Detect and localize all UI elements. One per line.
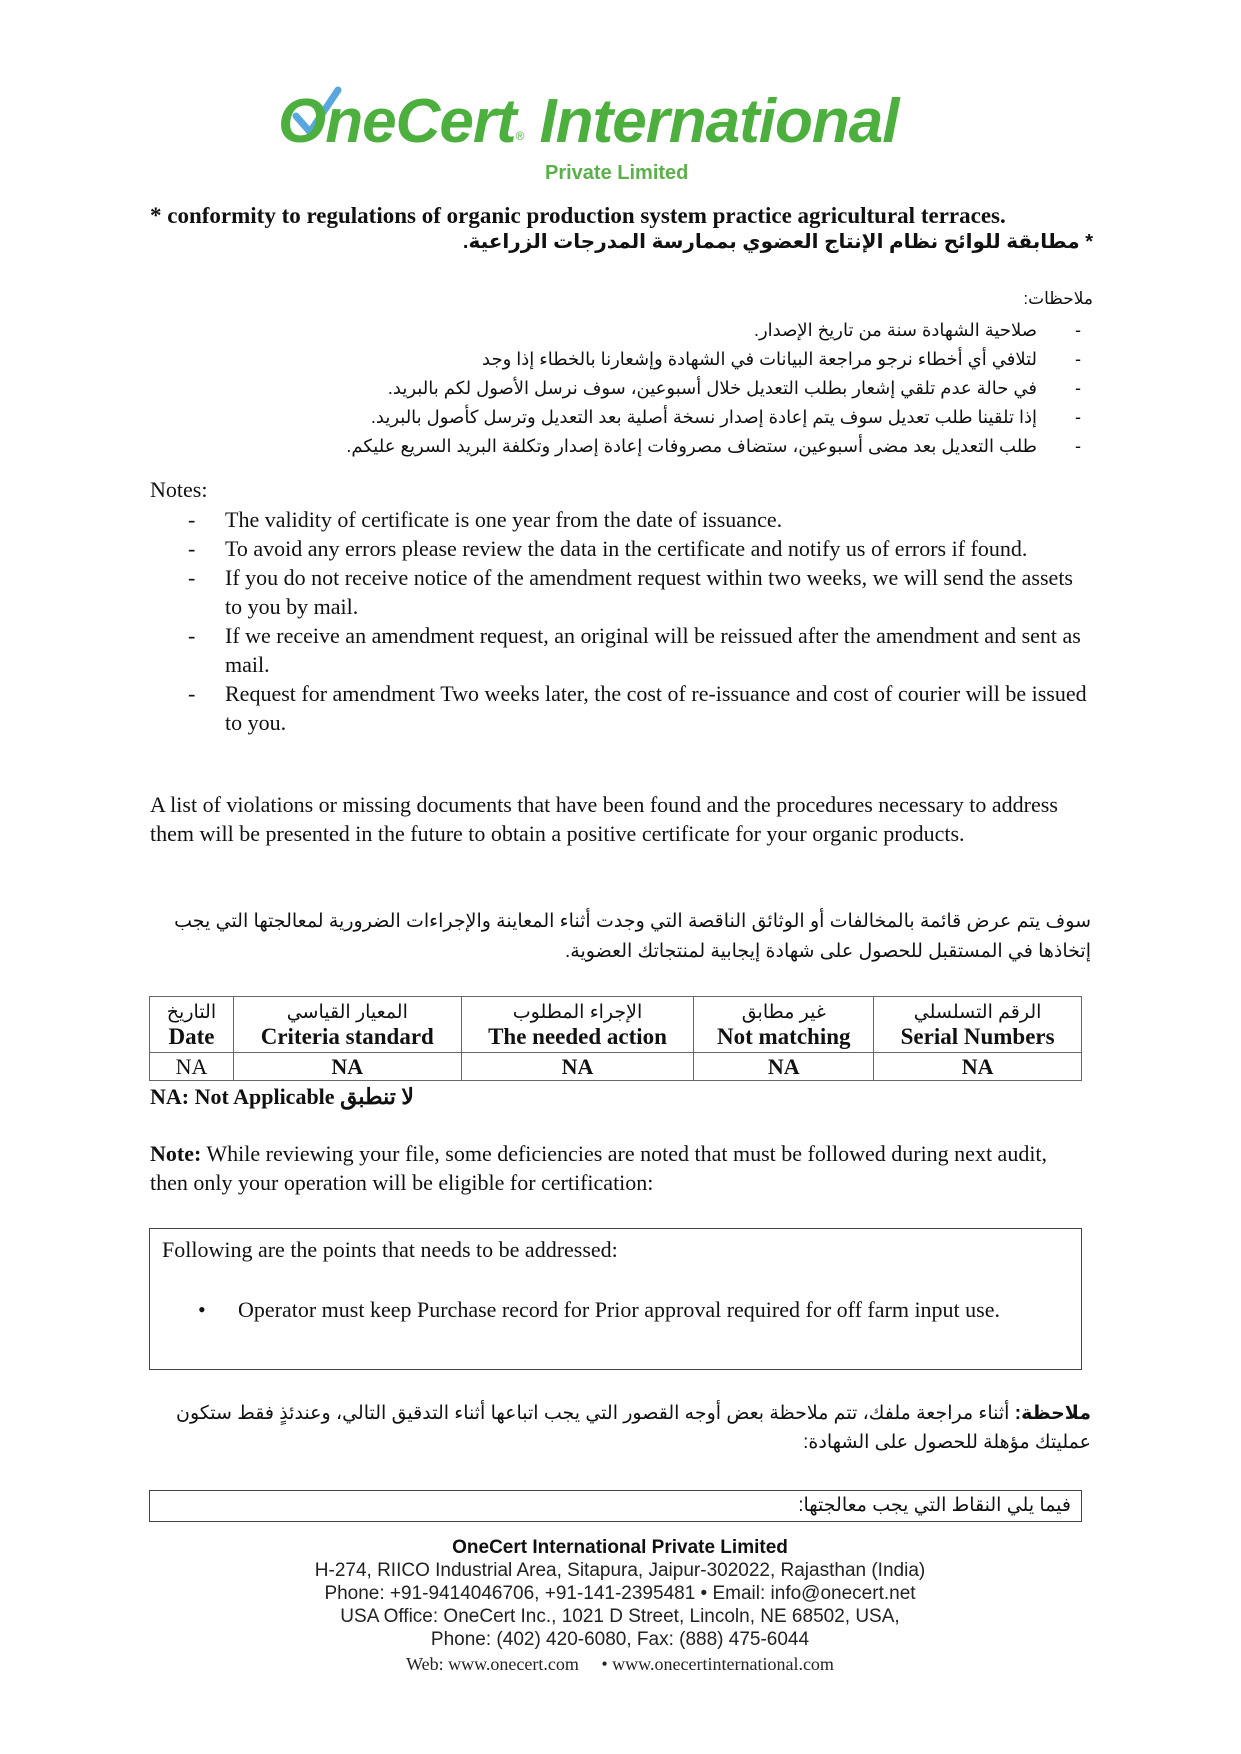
column-header-criteria-standard: المعيار القياسي Criteria standard bbox=[233, 997, 461, 1053]
points-box-heading: Following are the points that needs to be addressed: bbox=[162, 1237, 618, 1262]
list-item: - If you do not receive notice of the amendment request within two weeks, we will send the assets to you by mail. bbox=[188, 565, 1073, 619]
note-label-arabic: ملاحظة: bbox=[1014, 1403, 1091, 1424]
table-cell: NA bbox=[874, 1053, 1082, 1081]
na-legend: NA: Not Applicable لا تنطبق bbox=[150, 1084, 414, 1109]
table-cell: NA bbox=[233, 1053, 461, 1081]
dash-bullet: - bbox=[188, 623, 196, 648]
points-box-heading-arabic: فيما يلي النقاط التي يجب معالجتها: bbox=[798, 1495, 1071, 1516]
title-arabic: * مطابقة للوائح نظام الإنتاج العضوي بممارسة المدرجات الزراعية. bbox=[462, 231, 1093, 253]
footer-usa-phone: Phone: (402) 420-6080, Fax: (888) 475-6044 bbox=[430, 1629, 810, 1650]
dash-bullet: - bbox=[1075, 378, 1081, 398]
bullet-icon: • bbox=[198, 1297, 206, 1322]
footer-phone-email: Phone: +91-9414046706, +91-141-2395481 • Email: info@onecert.net bbox=[324, 1583, 916, 1604]
footer-address: H-274, RIICO Industrial Area, Sitapura, Jaipur-302022, Rajasthan (India) bbox=[314, 1560, 926, 1581]
footer-company: OneCert International Private Limited bbox=[452, 1537, 788, 1558]
footer-web: Web: www.onecert.com • www.onecertinternational.com bbox=[406, 1654, 834, 1674]
note-text: While reviewing your file, some deficiencies are noted that must be followed during next audit, then only your operation will be eligible for certification: bbox=[150, 1141, 1048, 1195]
list-item: -في حالة عدم تلقي إشعار بطلب التعديل خلال أسبوعين، سوف نرسل الأصول لكم بالبريد. bbox=[181, 374, 1081, 403]
list-item: -طلب التعديل بعد مضى أسبوعين، ستضاف مصروفات إعادة إصدار وتكلفة البريد السريع عليكم. bbox=[181, 432, 1081, 461]
violations-paragraph-arabic: سوف يتم عرض قائمة بالمخالفات أو الوثائق الناقصة التي وجدت أثناء المعاينة والإجراءات الضرورية لمعالجتها التي يجب إتخاذها في المستقبل للحصول على شهادة إيجابية لمنتجاتك العضوية. bbox=[174, 911, 1091, 962]
dash-bullet: - bbox=[1075, 349, 1081, 369]
table-cell: NA bbox=[150, 1053, 234, 1081]
logo-wordmark bbox=[278, 82, 898, 162]
list-item: -إذا تلقينا طلب تعديل سوف يتم إعادة إصدار نسخة أصلية بعد التعديل وترسل كأصول بالبريد. bbox=[181, 403, 1081, 432]
nonconformity-table bbox=[149, 996, 1082, 1081]
dash-bullet: - bbox=[1075, 436, 1081, 456]
dash-bullet: - bbox=[188, 565, 196, 590]
list-item: - Request for amendment Two weeks later, the cost of re-issuance and cost of courier will be issued to you. bbox=[188, 681, 1087, 735]
note-arabic bbox=[151, 1399, 1091, 1457]
table-row bbox=[150, 1053, 1082, 1081]
arabic-notes-list bbox=[181, 316, 1081, 461]
english-notes-heading: Notes: bbox=[150, 477, 208, 502]
logo-word: International bbox=[539, 87, 899, 156]
list-item: - The validity of certificate is one year from the date of issuance. bbox=[188, 507, 783, 532]
points-to-address-box-arabic bbox=[149, 1490, 1082, 1522]
list-item: - To avoid any errors please review the data in the certificate and notify us of errors if found. bbox=[188, 536, 1028, 561]
table-cell: NA bbox=[694, 1053, 874, 1081]
footer bbox=[280, 1536, 960, 1676]
note-label: Note: bbox=[150, 1141, 202, 1166]
note-text-arabic: أثناء مراجعة ملفك، تتم ملاحظة بعض أوجه القصور التي يجب اتباعها أثناء التدقيق التالي، وعندئذٍ فقط ستكون عمليتك مؤهلة للحصول على الشهادة: bbox=[176, 1403, 1091, 1453]
list-item: • Operator must keep Purchase record for Prior approval required for off farm input use. bbox=[198, 1297, 1000, 1322]
footer-usa-office: USA Office: OneCert Inc., 1021 D Street, Lincoln, NE 68502, USA, bbox=[340, 1606, 900, 1627]
logo-brand: OneCert bbox=[278, 87, 516, 156]
note-english bbox=[150, 1139, 1090, 1197]
list-item: - If we receive an amendment request, an original will be reissued after the amendment and sent as mail. bbox=[188, 623, 1081, 677]
dash-bullet: - bbox=[1075, 320, 1081, 340]
column-header-date: التاريخ Date bbox=[150, 997, 234, 1053]
dash-bullet: - bbox=[188, 681, 196, 706]
dash-bullet: - bbox=[1075, 407, 1081, 427]
title-english: * conformity to regulations of organic production system practice agricultural terraces. bbox=[150, 203, 1006, 228]
company-logo bbox=[270, 82, 990, 192]
list-item: -صلاحية الشهادة سنة من تاريخ الإصدار. bbox=[181, 316, 1081, 345]
violations-paragraph-english: A list of violations or missing documents that have been found and the procedures necessary to address them will be presented in the future to obtain a positive certificate for your organic products. bbox=[150, 792, 1058, 846]
column-header-serial-numbers: الرقم التسلسلي Serial Numbers bbox=[874, 997, 1082, 1053]
dash-bullet: - bbox=[188, 536, 196, 561]
column-header-not-matching: غير مطابق Not matching bbox=[694, 997, 874, 1053]
list-item: -لتلافي أي أخطاء نرجو مراجعة البيانات في الشهادة وإشعارنا بالخطاء إذا وجد bbox=[181, 345, 1081, 374]
table-cell: NA bbox=[461, 1053, 694, 1081]
points-to-address-box bbox=[149, 1228, 1082, 1370]
logo-subtitle: Private Limited bbox=[545, 162, 689, 184]
dash-bullet: - bbox=[188, 507, 196, 532]
table-header-row bbox=[150, 997, 1082, 1053]
arabic-notes-heading: ملاحظات: bbox=[1023, 289, 1093, 308]
registered-mark: ® bbox=[515, 129, 524, 143]
english-notes-list bbox=[150, 505, 1090, 737]
column-header-needed-action: الإجراء المطلوب The needed action bbox=[461, 997, 694, 1053]
